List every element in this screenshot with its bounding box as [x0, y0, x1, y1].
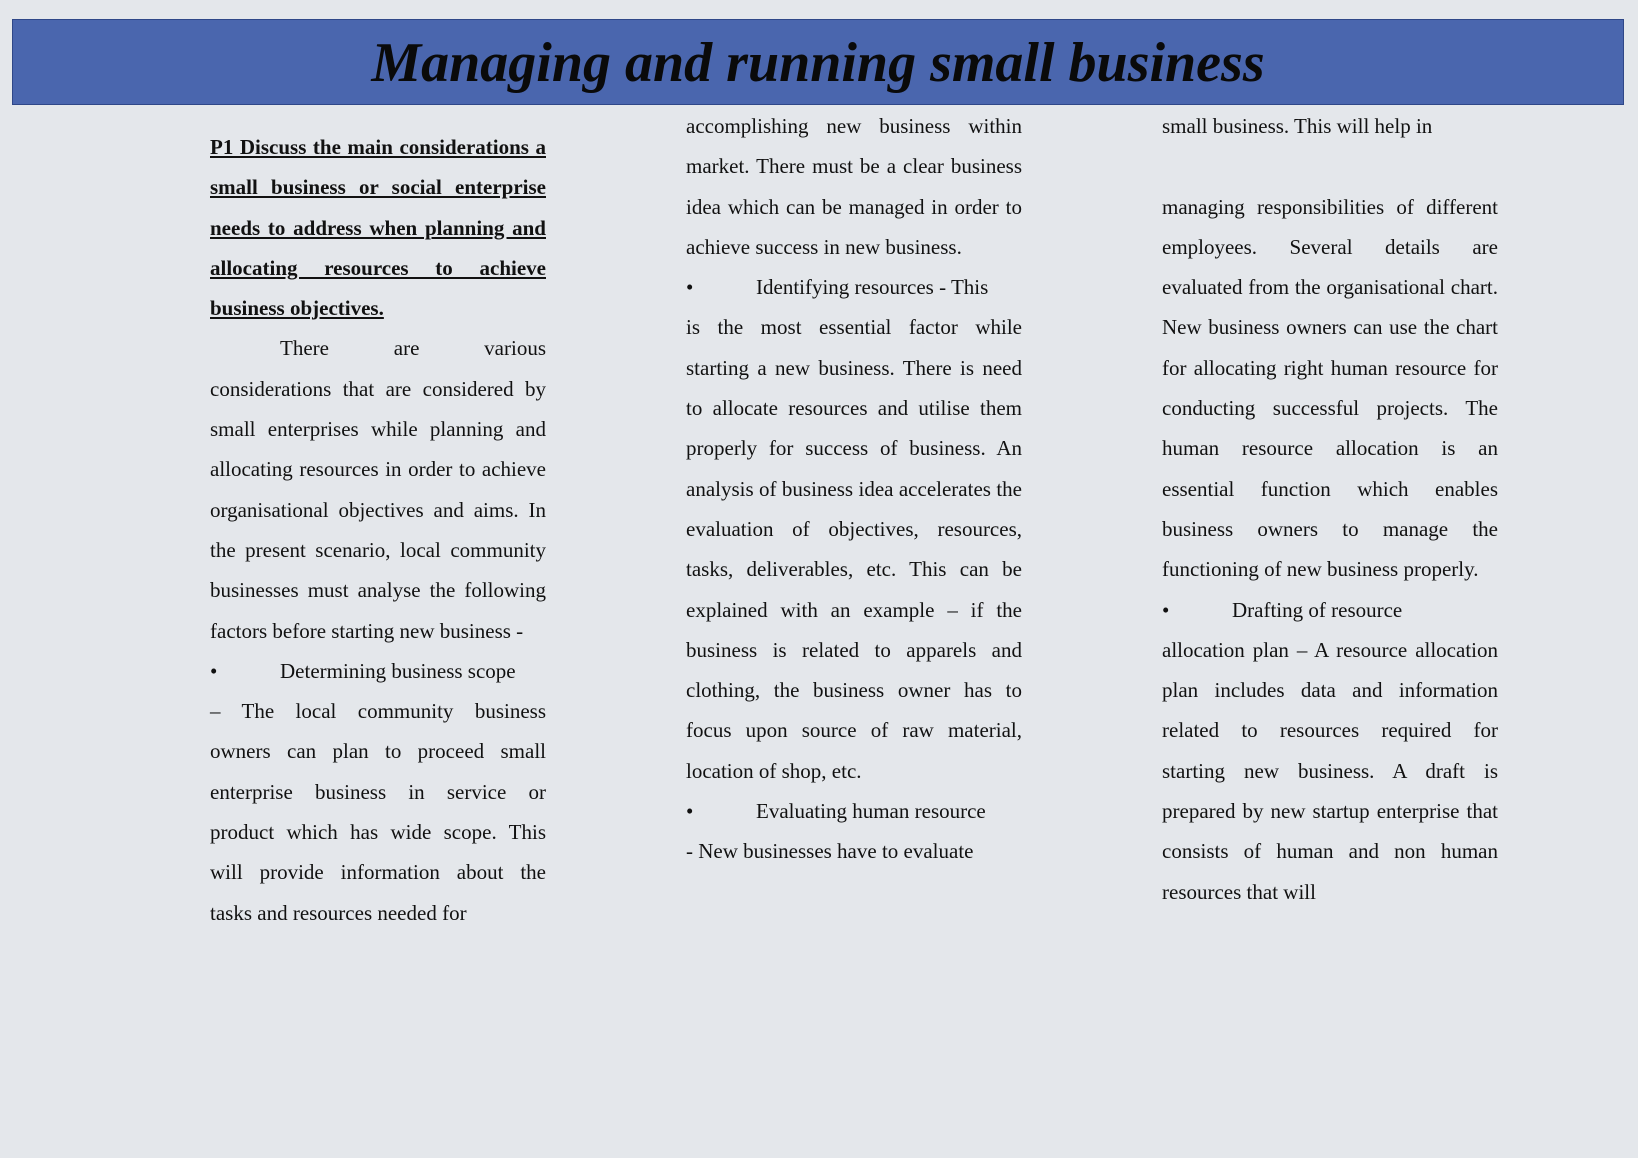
spacer — [1162, 146, 1498, 186]
bullet-lead-text: Determining business scope — [280, 658, 516, 683]
page-title: Managing and running small business — [371, 32, 1265, 94]
bullet-lead-text: Evaluating human resource — [756, 799, 986, 824]
title-banner — [12, 19, 1624, 105]
continuation-paragraph: accomplishing new business within market. There must be a clear business idea which can be managed in order to achieve success in new business. — [686, 114, 1022, 259]
bullet-body-text: allocation plan – A resource allocation plan includes data and information related to resources required for starting new business. A draft is prepared by new startup enterprise that consists of human and non human resources that will — [1162, 637, 1498, 904]
bullet-symbol: • — [210, 658, 218, 683]
bullet-symbol: • — [686, 275, 694, 300]
text-column-2 — [686, 106, 1022, 872]
text-column-3 — [1162, 106, 1498, 912]
section-heading-p1: P1 Discuss the main considerations a small business or social enterprise needs to address when planning and allocating resources to achieve business objectives. — [210, 135, 546, 321]
intro-paragraph: There are various considerations that are considered by small enterprises while planning and allocating resources in order to achieve organisational objectives and aims. In the present scenario, local community businesses must analyse the following factors before starting new business - — [210, 336, 546, 643]
bullet-symbol: • — [1162, 597, 1170, 622]
text-column-1 — [210, 127, 546, 933]
body-paragraph: managing responsibilities of different employees. Several details are evaluated from the organisational chart. New business owners can use the chart for allocating right human resource for conducting successful projects. The human resource allocation is an essential function which enables business owners to manage the functioning of new business properly. — [1162, 194, 1498, 582]
bullet-lead-text: Drafting of resource — [1232, 597, 1403, 622]
bullet-body-text: – The local community business owners can plan to proceed small enterprise business in service or product which has wide scope. This will provide information about the tasks and resources needed for — [210, 699, 546, 925]
bullet-symbol: • — [686, 799, 694, 824]
bullet-body-text: - New businesses have to evaluate — [686, 839, 974, 864]
bullet-item-business-scope — [210, 651, 546, 691]
bullet-item-evaluating-human-resource — [686, 791, 1022, 831]
bullet-item-drafting-plan — [1162, 590, 1498, 630]
bullet-body-text: is the most essential factor while starting a new business. There is need to allocate resources and utilise them properly for success of business. An analysis of business idea accelerates the evaluation of objectives, resources, tasks, deliverables, etc. This can be explained with an example – if the business is related to apparels and clothing, the business owner has to focus upon source of raw material, location of shop, etc. — [686, 315, 1022, 783]
continuation-paragraph: small business. This will help in — [1162, 114, 1433, 138]
bullet-lead-text: Identifying resources - This — [756, 275, 989, 300]
bullet-item-identifying-resources — [686, 267, 1022, 307]
